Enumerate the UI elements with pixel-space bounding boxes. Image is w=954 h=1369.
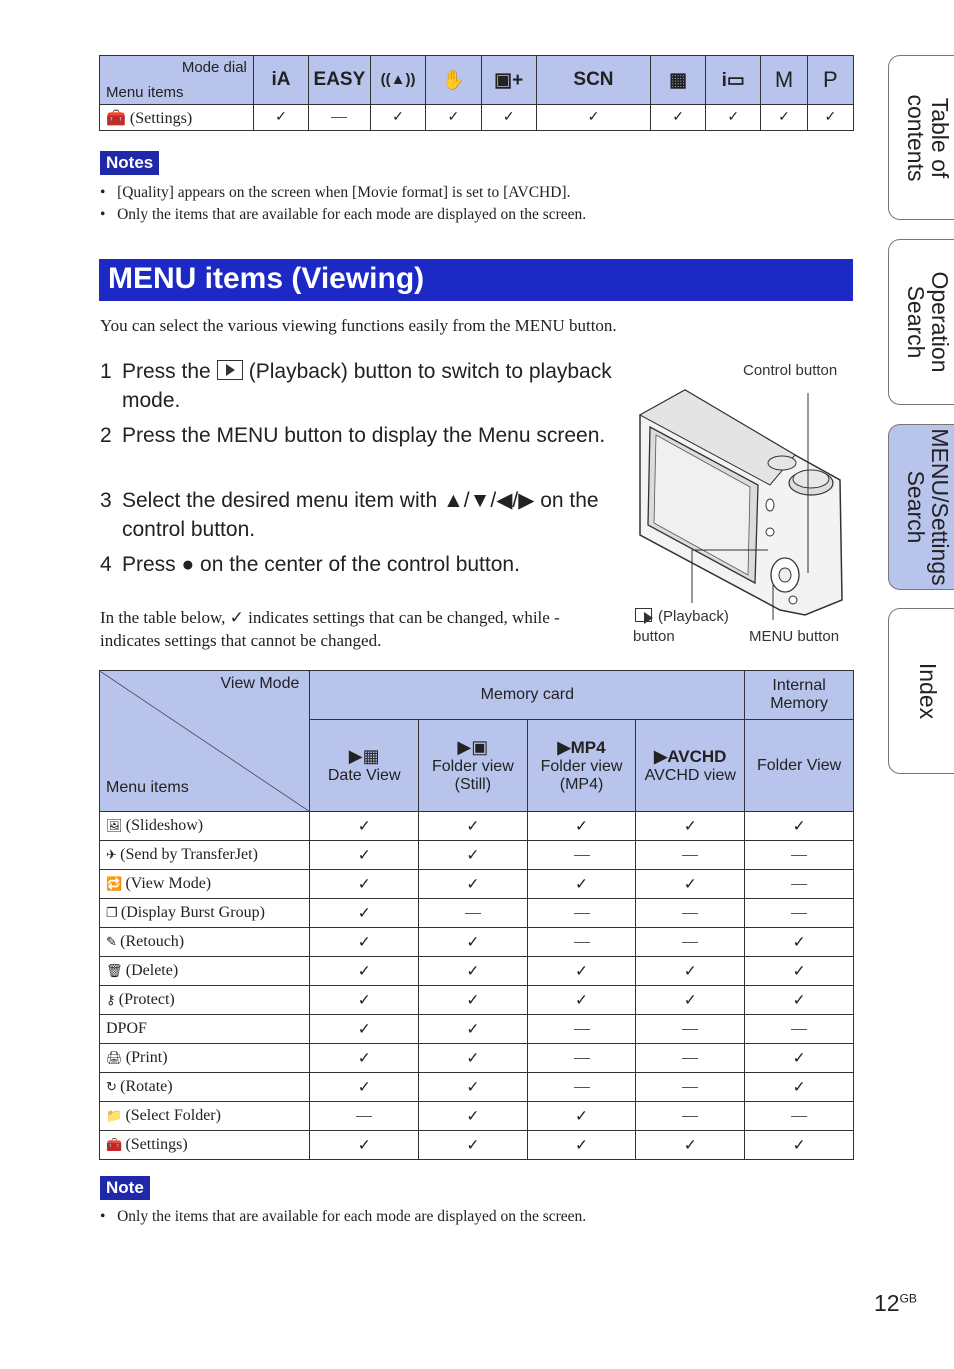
dash-icon [682,1058,698,1059]
col-folder-view: Folder View [745,720,854,812]
step-4: 4 Press ● on the center of the control button. [100,553,520,576]
program-mode-icon: P [823,67,838,92]
cell-value: ✓ [636,870,745,899]
cell-value: ✓ [527,812,636,841]
legend-explanation: In the table below, ✓ indicates settings that can be changed, while - indicates settings that cannot be changed. [100,608,560,650]
cell-value [527,841,636,870]
cell-value [636,1015,745,1044]
cell-value: ✓ [310,957,419,986]
cell-value: ✓ [310,812,419,841]
cell-value: ✓ [419,1073,528,1102]
row-label: ✎ (Retouch) [100,928,310,957]
folder-still-icon: ▶▣ [457,737,489,758]
cell-value: ✓ [310,1015,419,1044]
table-row [100,899,854,928]
dash-icon [465,913,481,914]
avchd-icon: ▶AVCHD [654,746,727,766]
intelligent-auto-icon: iA [271,69,291,90]
cell-value: ✓ [310,841,419,870]
table-row [100,1015,854,1044]
manual-mode-icon: M [774,67,794,92]
cell-value [527,899,636,928]
cell-value: ✓ [527,986,636,1015]
table-row [100,1044,854,1073]
cell-value: ✓ [419,841,528,870]
playback-icon [217,360,243,380]
menu-items-label: Menu items [106,779,189,796]
cell-value: ✓ [761,105,807,131]
view-mode-table-body [100,812,854,1160]
section-title: MENU items (Viewing) [99,259,853,301]
cell-value [527,928,636,957]
cell-value: ✓ [310,928,419,957]
notes-tag: Notes [100,151,159,175]
cell-value: ✓ [370,105,426,131]
table-header-corner [100,671,310,812]
cell-value: ✓ [527,1131,636,1160]
scene-mode-icon: SCN [573,69,614,90]
dash-icon [356,1116,372,1117]
cell-value [636,899,745,928]
table-row [100,1102,854,1131]
cell-value: ✓ [419,928,528,957]
table-row [100,986,854,1015]
row-label: DPOF [100,1015,310,1044]
cell-value: ✓ [419,812,528,841]
internal-memory-header: Internal Memory [745,671,854,720]
dash-icon [574,913,590,914]
note-tag: Note [100,1176,150,1200]
cell-value [636,1044,745,1073]
cell-value: ✓ [426,105,481,131]
playback-icon [635,608,652,622]
cell-value: ✓ [745,1044,854,1073]
row-label: 🖨 (Print) [100,1044,310,1073]
dash-icon [682,1116,698,1117]
cell-value [527,1015,636,1044]
dash-icon [682,942,698,943]
row-label: ⚷ (Protect) [100,986,310,1015]
dash-icon [791,884,807,885]
mp4-icon: ▶MP4 [557,737,606,757]
menu-items-label: Menu items [106,84,184,101]
cell-value [309,105,371,131]
row-label: 📁 (Select Folder) [100,1102,310,1131]
cell-value: ✓ [419,957,528,986]
tab-table-of-contents[interactable]: Table of contents [888,55,954,220]
protect-icon: ⚷ [106,992,119,1007]
cell-value: ✓ [651,105,706,131]
dash-icon [574,942,590,943]
select-folder-icon: 📁 [106,1108,126,1123]
dash-icon [574,1029,590,1030]
playback-button-label: (Playback) [633,607,729,625]
col-folder-still: ▶▣ Folder view (Still) [419,720,528,812]
cell-value [745,870,854,899]
row-label: ↻ (Rotate) [100,1073,310,1102]
dash-icon [682,913,698,914]
cell-value [527,1044,636,1073]
table-row [100,870,854,899]
cell-value: ✓ [310,1131,419,1160]
handheld-twilight-icon: ✋ [441,70,466,91]
cell-value: ✓ [807,105,853,131]
retouch-icon: ✎ [106,934,121,949]
dash-icon [331,117,347,118]
cell-value: ✓ [745,1131,854,1160]
table-row [100,841,854,870]
cell-value: ✓ [636,1131,745,1160]
cell-value [745,841,854,870]
dash-icon [791,1116,807,1117]
slideshow-icon: 🖼 [106,818,126,833]
row-label: 🔁 (View Mode) [100,870,310,899]
dash-icon [791,855,807,856]
print-icon: 🖨 [106,1050,126,1065]
settings-icon: 🧰 [106,109,126,127]
col-avchd: ▶AVCHD AVCHD view [636,720,745,812]
dash-icon [682,1087,698,1088]
control-button-label: Control button [743,362,838,379]
table-header-corner [100,56,254,105]
settings-icon: 🧰 [106,1137,126,1152]
page-number: $12^{GB}$ [874,1290,917,1316]
note-item: • [Quality] appears on the screen when [Movie format] is set to [AVCHD]. [100,184,571,201]
note-item: • Only the items that are available for each mode are displayed on the screen. [100,1208,587,1225]
cell-value: ✓ [419,870,528,899]
cell-value: ✓ [419,986,528,1015]
tab-operation-search[interactable]: Operation Search [888,239,954,405]
dash-icon [574,855,590,856]
memory-card-header: Memory card [310,671,745,720]
cell-value: ✓ [527,870,636,899]
cell-value: ✓ [419,1044,528,1073]
cell-value: ✓ [310,899,419,928]
delete-icon: 🗑 [106,963,126,978]
view-mode-icon: 🔁 [106,876,126,891]
cell-value: ✓ [419,1102,528,1131]
col-folder-mp4: ▶MP4 Folder view (MP4) [527,720,636,812]
cell-value: ✓ [419,1015,528,1044]
cell-value: ✓ [745,928,854,957]
cell-value: ✓ [419,1131,528,1160]
step-3: 3 Select the desired menu item with ▲/▼/◀/▶ on the control button. [100,489,599,541]
cell-value [527,1073,636,1102]
cell-value [636,841,745,870]
superior-auto-icon: ▣+ [494,69,524,91]
cell-value: ✓ [310,1073,419,1102]
cell-value [745,1102,854,1131]
cell-value: ✓ [536,105,650,131]
row-label: 🖼 (Slideshow) [100,812,310,841]
dash-icon [682,855,698,856]
section-intro: You can select the various viewing functions easily from the MENU button. [100,316,617,335]
tab-menu-settings-search[interactable]: MENU/Settings Search [888,424,954,590]
rotate-icon: ↻ [106,1079,121,1094]
row-label: 🗑 (Delete) [100,957,310,986]
col-date-view: ▶▦ Date View [310,720,419,812]
cell-value [310,1102,419,1131]
cell-value: ✓ [636,957,745,986]
dash-icon [574,1058,590,1059]
row-label: ✈ (Send by TransferJet) [100,841,310,870]
cell-value [636,1102,745,1131]
cell-value: ✓ [745,1073,854,1102]
table-row [100,1131,854,1160]
note-item: • Only the items that are available for each mode are displayed on the screen. [100,206,587,223]
dash-icon [682,1029,698,1030]
cell-value [745,1015,854,1044]
check-icon: ✓ [229,608,244,627]
view-mode-label: View Mode [220,675,300,692]
transferjet-icon: ✈ [106,847,121,862]
cell-value: ✓ [745,986,854,1015]
camera-illustration [630,385,850,620]
cell-value: ✓ [636,986,745,1015]
playback-button-label-2: button [633,628,675,645]
view-mode-table [99,670,854,1160]
cell-value [419,899,528,928]
table-row [100,1073,854,1102]
tab-index[interactable]: Index [888,608,954,774]
cell-value: ✓ [745,957,854,986]
table-row [100,957,854,986]
row-label: 🧰 (Settings) [100,1131,310,1160]
cell-value: ✓ [310,986,419,1015]
cell-value: ✓ [527,957,636,986]
cell-value: ✓ [253,105,308,131]
dash-icon [791,1029,807,1030]
mode-dial-label: Mode dial [181,59,247,76]
cell-value [636,1073,745,1102]
cell-value: ✓ [527,1102,636,1131]
settings-row-label: 🧰 (Settings) [100,105,254,131]
movie-mode-icon: ▦ [669,69,688,91]
table-row [100,812,854,841]
burst-group-icon: ❐ [106,905,121,920]
cell-value: ✓ [745,812,854,841]
cell-value: ✓ [481,105,536,131]
cell-value: ✓ [310,1044,419,1073]
date-view-icon: ▶▦ [348,746,380,767]
step-1: 1 Press the (Playback) button to switch to playback mode. [100,360,612,412]
cell-value [745,899,854,928]
dash-icon [574,1087,590,1088]
cell-value: ✓ [636,812,745,841]
easy-mode-icon: EASY [313,69,366,90]
cell-value: ✓ [310,870,419,899]
row-label: ❐ (Display Burst Group) [100,899,310,928]
panorama-mode-icon: i▭ [721,69,745,91]
menu-button-label: MENU button [749,628,840,645]
step-2: 2 Press the MENU button to display the Menu screen. [100,424,606,447]
table-row [100,928,854,957]
dash-icon [791,913,807,914]
cell-value [636,928,745,957]
anti-blur-icon: ((▲)) [380,71,416,88]
cell-value: ✓ [706,105,761,131]
mode-dial-table [99,55,854,131]
